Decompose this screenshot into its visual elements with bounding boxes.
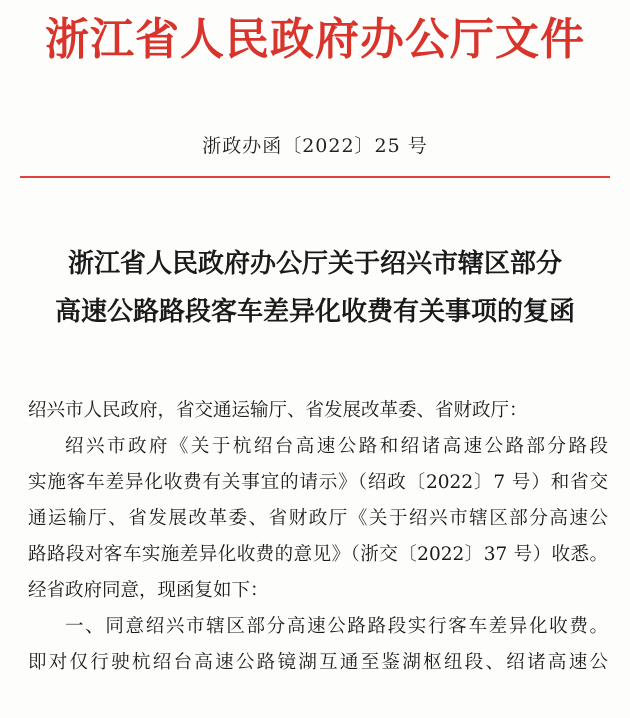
document-masthead: 浙江省人民政府办公厅文件 [45,14,585,65]
addressee-line: 绍兴市人民政府，省交通运输厅、省发展改革委、省财政厅： [28,400,528,421]
body-line: 经省政府同意，现函复如下： [28,580,269,601]
body-line: 绍兴市政府《关于杭绍台高速公路和绍诸高速公路部分路段 [65,436,608,457]
title-line-2: 高速公路路段客车差异化收费有关事项的复函 [54,297,575,327]
document-title [0,240,630,336]
body-line: 路路段对客车实施差异化收费的意见》（浙交〔2022〕37 号）收悉。 [28,544,608,565]
body-line: 通运输厅、省发展改革委、省财政厅《关于绍兴市辖区部分高速公 [28,508,608,529]
red-separator-line [20,176,610,178]
body-line: 一、同意绍兴市辖区部分高速公路路段实行客车差异化收费。 [65,616,608,637]
document-number: 浙政办函〔2022〕25 号 [202,135,428,157]
title-line-1: 浙江省人民政府办公厅关于绍兴市辖区部分 [67,249,562,279]
document-body [28,393,608,681]
body-line: 即对仅行驶杭绍台高速公路镜湖互通至鉴湖枢纽段、绍诸高速公 [28,652,608,673]
body-line: 实施客车差异化收费有关事宜的请示》（绍政〔2022〕7 号）和省交 [28,472,608,493]
